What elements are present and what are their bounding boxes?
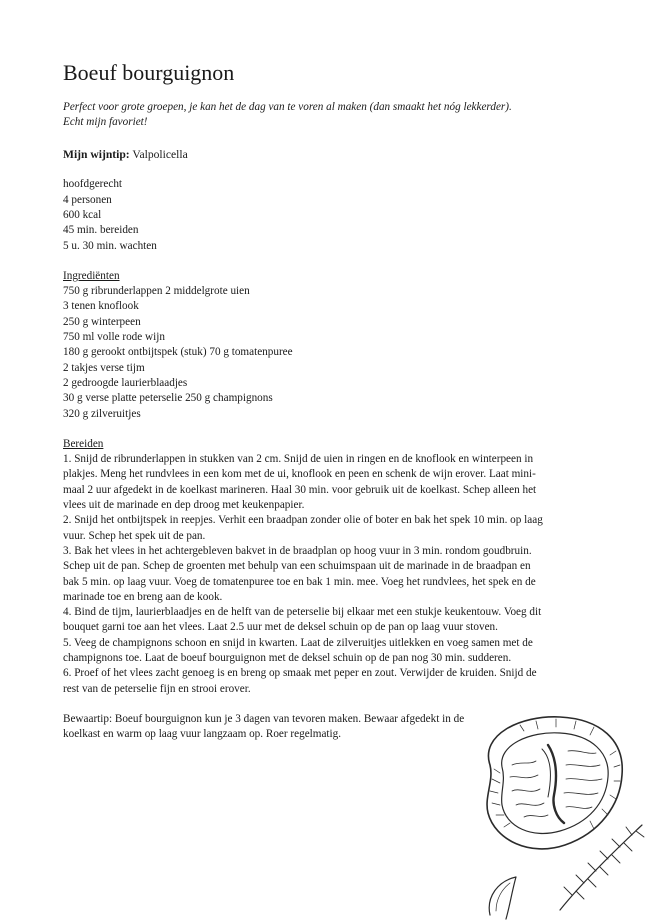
meta-wait-time: 5 u. 30 min. wachten: [63, 239, 157, 252]
preparation-line: bouquet garni toe aan het vlees. Laat 2.5 uur met de deksel schuin op de pan op laag vuur stoven.: [63, 621, 498, 634]
preparation-line: marinade toe en breng aan de kook.: [63, 590, 223, 603]
ingredient-item: 750 ml volle rode wijn: [63, 331, 165, 344]
preparation-line: rest van de peterselie fijn en strooi erover.: [63, 682, 251, 695]
ingredient-item: 30 g verse platte peterselie 250 g champignons: [63, 392, 273, 405]
intro-line: Echt mijn favoriet!: [63, 116, 148, 129]
wine-tip-label: Mijn wijntip:: [63, 148, 130, 162]
ingredient-item: 3 tenen knoflook: [63, 300, 139, 313]
preparation-line: 6. Proef of het vlees zacht genoeg is en breng op smaak met peper en zout. Verwijder de kruiden. Snijd de: [63, 667, 537, 680]
recipe-title: Boeuf bourguignon: [63, 60, 235, 85]
wine-tip: [63, 147, 593, 162]
meta-prep-time: 45 min. bereiden: [63, 224, 139, 237]
preparation-line: Schep uit de pan. Schep de groenten met behulp van een schuimspaan uit de marinade in de braadpan en: [63, 560, 531, 573]
preparation-line: 3. Bak het vlees in het achtergebleven bakvet in de braadplan op hoog vuur in 3 min. rondom goudbruin.: [63, 544, 532, 557]
rosemary-leaves: [564, 827, 644, 899]
preparation-line: 1. Snijd de ribrunderlappen in stukken van 2 cm. Snijd de uien in ringen en de knoflook en winterpeen in: [63, 453, 534, 466]
preparation-line: 2. Snijd het ontbijtspek in reepjes. Verhit een braadpan zonder olie of boter en bak het spek 10 min. op laag: [63, 514, 543, 527]
preparation-line: vuur. Schep het spek uit de pan.: [63, 529, 206, 542]
intro-line: Perfect voor grote groepen, je kan het de dag van te voren al maken (dan smaakt het nóg lekkerder).: [63, 101, 512, 114]
garlic-icon: [489, 877, 516, 919]
meat-illustration: [460, 705, 650, 920]
preparation-line: bak 5 min. op laag vuur. Voeg de tomatenpuree toe en bak 1 min. mee. Voeg het rundvlees, het spek en de: [63, 575, 536, 588]
preparation-line: champignons toe. Laat de boeuf bourguignon met de deksel schuin op de pan nog 30 min. sudderen.: [63, 652, 512, 664]
ingredients-heading: Ingrediënten: [63, 269, 120, 282]
ingredient-item: 180 g gerookt ontbijtspek (stuk) 70 g tomatenpuree: [63, 346, 293, 359]
preparation-line: maal 2 uur afgedekt in de koelkast marineren. Haal 30 min. voor gebruik uit de koelkast. Schep alleen het: [63, 483, 537, 496]
storage-tip-line: Bewaartip: Boeuf bourguignon kun je 3 dagen van tevoren maken. Bewaar afgedekt in de: [63, 712, 465, 725]
ingredients-section: [63, 269, 593, 422]
preparation-heading: Bereiden: [63, 437, 104, 450]
preparation-line: 4. Bind de tijm, laurierblaadjes en de helft van de peterselie bij elkaar met een stukje keukentouw. Voeg dit: [63, 606, 542, 619]
ingredient-item: 2 takjes verse tijm: [63, 361, 145, 374]
preparation-line: 5. Veeg de champignons schoon en snijd in kwarten. Laat de zilveruitjes uitlekken en voeg samen met de: [63, 636, 533, 649]
recipe-page: [63, 60, 593, 742]
ingredient-item: 750 g ribrunderlappen 2 middelgrote uien: [63, 285, 250, 298]
meta-servings: 4 personen: [63, 193, 112, 206]
meta-calories: 600 kcal: [63, 208, 102, 221]
preparation-section: [63, 437, 593, 697]
ingredient-item: 320 g zilveruitjes: [63, 407, 141, 420]
recipe-intro: [63, 100, 593, 130]
ingredient-item: 250 g winterpeen: [63, 315, 141, 328]
recipe-meta: [63, 177, 593, 253]
preparation-line: plakjes. Meng het rundvlees in een kom met de ui, knoflook en peen en schenk de wijn erover. Laat mini-: [63, 468, 536, 481]
wine-tip-value: Valpolicella: [132, 148, 188, 162]
storage-tip-line: koelkast en warm op laag vuur langzaam op. Roer regelmatig.: [63, 728, 342, 741]
meta-course: hoofdgerecht: [63, 178, 123, 191]
ingredient-item: 2 gedroogde laurierblaadjes: [63, 376, 188, 389]
preparation-line: vlees uit de marinade en dep droog met keukenpapier.: [63, 499, 305, 512]
